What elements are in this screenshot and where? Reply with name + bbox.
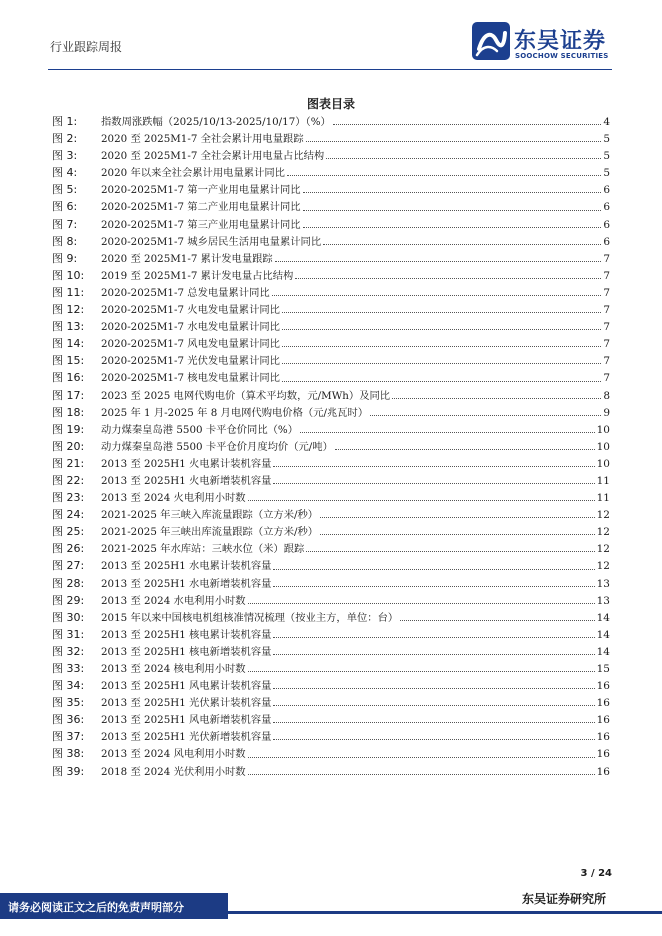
toc-entry[interactable] [52,147,610,164]
toc-entry-leader [273,704,594,706]
toc-entry-leader [248,499,595,501]
toc-entry-page: 12 [596,509,610,522]
toc-entry-leader [248,773,595,775]
toc-entry-title: 2013 至 2024 风电利用小时数 [101,748,246,761]
toc-entry[interactable] [52,369,610,386]
toc-entry-leader [295,277,601,279]
toc-entry[interactable] [52,181,610,198]
toc-entry-page: 12 [596,526,610,539]
toc-entry-page: 13 [596,594,610,607]
toc-entry[interactable] [52,626,610,643]
toc-entry[interactable] [52,387,610,404]
toc-entry-title: 2020-2025M1-7 核电发电量累计同比 [101,372,280,385]
toc-entry[interactable] [52,592,610,609]
toc-entry-leader [273,585,594,587]
toc-entry-number: 图 19: [52,422,85,436]
toc-entry-leader [273,687,594,689]
toc-entry-title: 2020 年以来全社会累计用电量累计同比 [101,167,285,180]
toc-entry-title: 2013 至 2025H1 火电累计装机容量 [101,457,272,470]
toc-entry-title: 2013 至 2025H1 光伏新增装机容量 [101,731,272,744]
toc-entry-number: 图 4: [52,166,78,180]
toc-entry-title: 2013 至 2025H1 火电新增装机容量 [101,474,272,487]
toc-entry-title: 指数周涨跌幅（2025/10/13-2025/10/17）（%） [101,116,331,128]
toc-entry[interactable] [52,284,610,301]
toc-entry[interactable] [52,301,610,318]
toc-entry[interactable] [52,233,610,250]
toc-entry-leader [370,414,601,416]
toc-entry-leader [282,345,601,347]
toc-entry-number: 图 29: [52,593,85,607]
toc-entry-leader [306,140,602,142]
toc-entry-number: 图 33: [52,662,85,675]
toc-entry[interactable] [52,506,610,523]
toc-entry-page: 7 [603,321,610,334]
toc-entry-number: 图 6: [52,200,78,214]
toc-entry-title: 2021-2025 年三峡入库流量跟踪（立方米/秒） [101,509,319,522]
toc-entry[interactable] [52,164,610,181]
toc-entry-leader [248,756,595,758]
toc-entry-number: 图 32: [52,644,85,658]
brand-name-en: SOOCHOW SECURITIES [515,52,609,60]
toc-entry-number: 图 37: [52,730,85,744]
toc-entry-leader [282,362,601,364]
toc-entry-page: 5 [603,150,610,163]
toc-entry-leader [320,533,595,535]
toc-entry-number: 图 8: [52,234,78,248]
toc-entry-title: 2013 至 2025H1 风电累计装机容量 [101,680,272,693]
toc-entry-leader [306,550,594,552]
toc-entry-page: 14 [596,645,610,658]
toc-entry-title: 2020-2025M1-7 总发电量累计同比 [101,286,270,299]
toc-entry-number: 图 14: [52,337,85,351]
footer-institute: 东吴证券研究所 [521,892,606,906]
toc-entry-number: 图 39: [52,764,85,778]
toc-entry-number: 图 13: [52,320,85,334]
toc-entry[interactable] [52,216,610,233]
toc-entry-page: 11 [596,474,610,487]
toc-entry-leader [282,380,601,382]
toc-entry[interactable] [52,404,610,421]
footer-disclaimer: 请务必阅读正文之后的免责声明部分 [8,901,184,914]
toc-entry-page: 10 [596,457,610,470]
brand-name-cn: 东吴证券 [514,29,607,54]
toc-entry-page: 7 [603,269,610,282]
report-type-label: 行业跟踪周报 [50,40,123,54]
toc-entry[interactable] [52,540,610,557]
toc-entry-number: 图 1: [52,115,78,128]
toc-entry-title: 2020-2025M1-7 城乡居民生活用电量累计同比 [101,235,322,248]
toc-entry-title: 2020 至 2025M1-7 全社会累计用电量跟踪 [101,133,304,146]
toc-entry-page: 16 [596,731,610,744]
toc-entry-leader [287,174,601,176]
toc-entry-leader [320,516,595,518]
toc-entry-title: 2013 至 2024 水电利用小时数 [101,594,246,607]
toc-entry-page: 7 [603,355,610,368]
toc-entry-title: 2020 至 2025M1-7 全社会累计用电量占比结构 [101,150,325,163]
toc-entry-page: 7 [603,372,610,385]
toc-entry-number: 图 34: [52,679,85,693]
toc-entry-number: 图 15: [52,354,85,368]
toc-entry-page: 6 [603,235,610,248]
toc-entry[interactable] [52,575,610,592]
toc-entry-page: 7 [603,338,610,351]
toc-entry-title: 2025 年 1 月-2025 年 8 月电网代购电价格（元/兆瓦时） [101,406,369,419]
toc-entry-page: 16 [596,748,610,761]
toc-entry-page: 16 [596,765,610,778]
toc-entry-leader [392,397,601,399]
toc-entry[interactable] [52,694,610,711]
toc-entry[interactable] [52,335,610,352]
toc-entry[interactable] [52,438,610,455]
toc-entry-page: 7 [603,304,610,317]
toc-entry-number: 图 25: [52,525,85,539]
toc-entry-page: 6 [603,201,610,214]
toc-entry-page: 14 [596,611,610,624]
toc-entry-leader [273,738,594,740]
toc-entry[interactable] [52,711,610,728]
toc-entry-number: 图 12: [52,303,85,317]
toc-entry-title: 2023 至 2025 电网代购电价（算术平均数，元/MWh）及同比 [101,389,391,402]
toc-entry-number: 图 22: [52,473,85,487]
toc-entry-page: 16 [596,680,610,693]
toc-entry-number: 图 20: [52,439,85,453]
toc-entry-title: 2018 至 2024 光伏利用小时数 [101,765,246,778]
toc-entry-title: 2020-2025M1-7 火电发电量累计同比 [101,304,280,317]
toc-entry-page: 6 [603,218,610,231]
toc-entry-title: 2020-2025M1-7 水电发电量累计同比 [101,321,280,334]
toc-entry[interactable] [52,609,610,626]
toc-entry-page: 13 [596,577,610,590]
toc-entry[interactable] [52,643,610,660]
footer-bar-line [228,911,662,914]
toc-entry-page: 7 [603,252,610,265]
toc-entry-number: 图 26: [52,542,85,556]
toc-entry-number: 图 28: [52,576,85,590]
toc-entry-page: 10 [596,440,610,453]
toc-entry[interactable] [52,557,610,574]
toc-entry-number: 图 24: [52,508,85,522]
toc-entry-leader [323,243,601,245]
toc-entry[interactable] [52,660,610,677]
toc-entry-title: 2013 至 2024 火电利用小时数 [101,492,246,505]
toc-entry-leader [273,482,594,484]
toc-entry-leader [273,721,594,723]
toc-entry-number: 图 21: [52,456,85,470]
toc-entry-number: 图 18: [52,405,85,419]
toc-entry[interactable] [52,455,610,472]
toc-entry-leader [335,448,595,450]
toc-entry-number: 图 35: [52,696,85,710]
toc-title: 图表目录 [306,97,355,111]
toc-entry-leader [275,260,602,262]
toc-entry-number: 图 30: [52,610,85,624]
toc-entry-title: 2021-2025 年水库站：三峡水位（米）跟踪 [101,543,305,556]
toc-entry-title: 2013 至 2025H1 水电新增装机容量 [101,577,272,590]
toc-entry[interactable] [52,113,610,130]
toc-entry-number: 图 36: [52,713,85,727]
toc-entry-title: 2019 至 2025M1-7 累计发电量占比结构 [101,269,294,282]
toc-entry[interactable] [52,489,610,506]
toc-entry-leader [272,294,602,296]
toc-entry-page: 5 [603,167,610,180]
toc-entry-title: 2013 至 2024 核电利用小时数 [101,663,246,675]
toc-entry-leader [282,311,601,313]
toc-entry-title: 动力煤秦皇岛港 5500 卡平仓价同比（%） [101,423,298,436]
toc-entry-page: 15 [596,663,610,675]
toc-entry-page: 6 [603,184,610,197]
toc-entry-title: 2020-2025M1-7 第一产业用电量累计同比 [101,184,301,197]
toc-entry-title: 2020-2025M1-7 第二产业用电量累计同比 [101,201,301,214]
toc-entry-leader [273,465,594,467]
toc-entry-number: 图 2: [52,132,78,146]
toc-entry[interactable] [52,318,610,335]
toc-entry-leader [273,636,594,638]
toc-entry-title: 2013 至 2025H1 光伏累计装机容量 [101,697,272,710]
toc-entry-title: 2013 至 2025H1 水电累计装机容量 [101,560,272,573]
toc-entry-leader [248,670,595,672]
toc-entry[interactable] [52,763,610,780]
toc-entry-title: 2020-2025M1-7 第三产业用电量累计同比 [101,218,301,231]
toc-entry-leader [282,328,601,330]
soochow-wave-logo-icon [472,22,510,60]
toc-entry-title: 2013 至 2025H1 核电新增装机容量 [101,645,272,658]
toc-entry-page: 12 [596,560,610,573]
toc-entry-page: 4 [603,116,610,128]
toc-entry-page: 8 [603,389,610,402]
toc-entry[interactable] [52,472,610,489]
toc-entry-leader [303,209,602,211]
toc-entry-number: 图 38: [52,747,85,761]
toc-entry-number: 图 3: [52,149,78,163]
toc-entry-page: 12 [596,543,610,556]
toc-entry-leader [333,123,602,125]
toc-entry-leader [400,619,594,621]
toc-entry-number: 图 11: [52,285,85,299]
toc-entry-page: 16 [596,697,610,710]
toc-entry-title: 2020 至 2025M1-7 累计发电量跟踪 [101,252,273,265]
toc-entry-leader [248,602,595,604]
toc-entry-leader [326,157,601,159]
toc-entry-number: 图 10: [52,268,85,282]
toc-entry-leader [303,226,602,228]
toc-entry-title: 2021-2025 年三峡出库流量跟踪（立方米/秒） [101,526,319,539]
toc-entry[interactable] [52,421,610,438]
toc-entry[interactable] [52,267,610,284]
toc-entry-title: 2020-2025M1-7 光伏发电量累计同比 [101,355,280,368]
toc-entry[interactable] [52,523,610,540]
toc-entry-page: 9 [603,406,610,419]
toc-entry-title: 2015 年以来中国核电机组核准情况梳理（按业主方，单位：台） [101,611,399,624]
toc-entry-leader [300,431,595,433]
toc-entry-number: 图 17: [52,388,85,402]
toc-entry[interactable] [52,198,610,215]
toc-entry-title: 动力煤秦皇岛港 5500 卡平仓价月度均价（元/吨） [101,440,333,453]
toc-entry[interactable] [52,352,610,369]
toc-entry-number: 图 16: [52,371,85,385]
toc-entry-title: 2013 至 2025H1 核电累计装机容量 [101,628,272,641]
toc-entry-page: 5 [603,133,610,146]
page-number: 3 / 24 [580,868,612,879]
toc-entry-page: 14 [596,628,610,641]
toc-entry[interactable] [52,745,610,762]
brand-logo [472,22,622,68]
toc-entry-title: 2013 至 2025H1 风电新增装机容量 [101,714,272,727]
toc-entry-number: 图 27: [52,559,85,573]
toc-entry-page: 10 [596,423,610,436]
toc-entry-number: 图 23: [52,491,85,505]
toc-entry[interactable] [52,728,610,745]
toc-entry-page: 11 [596,492,610,505]
toc-entry-page: 7 [603,286,610,299]
toc-entry-number: 图 7: [52,217,78,231]
toc-list [52,113,610,780]
toc-entry-page: 16 [596,714,610,727]
toc-entry-leader [303,191,602,193]
toc-entry[interactable] [52,130,610,147]
header-divider [48,69,612,70]
toc-entry[interactable] [52,677,610,694]
toc-entry-leader [273,568,594,570]
toc-entry[interactable] [52,250,610,267]
toc-entry-number: 图 9: [52,251,78,265]
toc-entry-title: 2020-2025M1-7 风电发电量累计同比 [101,338,280,351]
toc-entry-number: 图 31: [52,627,85,641]
toc-entry-number: 图 5: [52,183,78,197]
toc-entry-leader [273,653,594,655]
